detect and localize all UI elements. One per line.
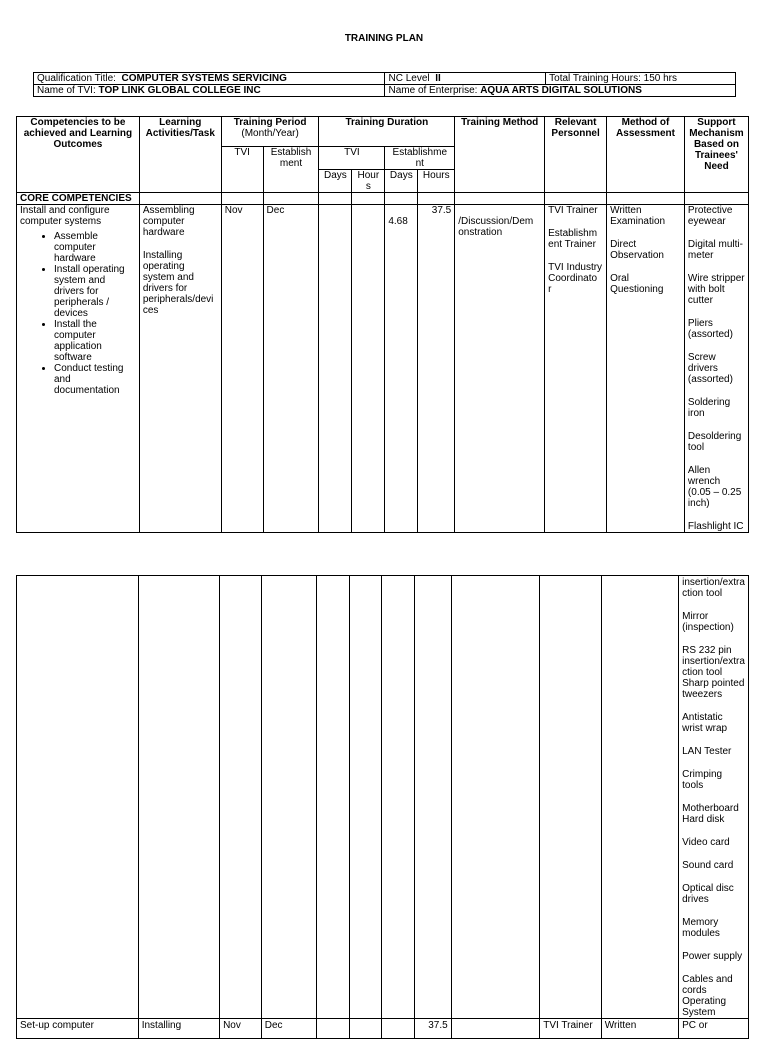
- method-cell: [455, 205, 545, 533]
- est-hours-cell: 37.5: [414, 1019, 451, 1039]
- enterprise-name-value: AQUA ARTS DIGITAL SOLUTIONS: [480, 85, 642, 96]
- support-item: Pliers (assorted): [687, 318, 733, 340]
- support-item: Flashlight IC: [687, 521, 744, 532]
- support-item: Power supply: [682, 951, 743, 962]
- enterprise-name-cell: Name of Enterprise: AQUA ARTS DIGITAL SOLUTIONS: [385, 85, 736, 97]
- activities-cell: Installing: [138, 1019, 219, 1039]
- competency-cell: [17, 205, 140, 533]
- support-item: LAN Tester: [682, 746, 732, 757]
- core-competencies-label: CORE COMPETENCIES: [17, 193, 140, 205]
- header-est-hours: Hours: [418, 170, 455, 193]
- support-item: Crimping tools: [682, 769, 723, 791]
- assessment-item: Written Examination: [610, 205, 666, 227]
- period-tvi-cell: Nov: [221, 205, 263, 533]
- period-tvi-cell: Nov: [220, 1019, 262, 1039]
- support-item: Screw drivers (assorted): [687, 352, 733, 385]
- header-support: Support Mechanism Based on Trainees' Need: [684, 117, 748, 193]
- support-item: Allen wrench (0.05 – 0.25 inch): [687, 465, 742, 509]
- competency-title: Install and configure computer systems: [20, 205, 110, 227]
- support-cell-continued: [679, 576, 749, 1019]
- support-item: Digital multi-meter: [687, 239, 743, 261]
- support-item: RS 232 pin insertion/extra ction tool Sharp pointed tweezers: [682, 645, 745, 700]
- header-est-days: Days: [385, 170, 418, 193]
- support-item: Antistatic wrist wrap: [682, 712, 728, 734]
- list-item: • Install operating system and drivers for peripherals / devices: [54, 264, 136, 319]
- page-title: TRAINING PLAN: [344, 33, 424, 44]
- activity-item: Assembling computer hardware: [142, 205, 195, 238]
- assessment-cell: Written: [601, 1019, 678, 1039]
- method-value: /Discussion/Dem onstration: [458, 216, 534, 238]
- est-hours-cell: 37.5: [418, 205, 455, 533]
- list-item: • Assemble computer hardware: [54, 231, 136, 264]
- header-tvi-hours: Hour s: [352, 170, 385, 193]
- personnel-item: TVI Trainer: [548, 205, 598, 216]
- header-duration-establishment: Establishme nt: [385, 147, 455, 170]
- activities-cell: [139, 205, 221, 533]
- header-relevant-personnel: Relevant Personnel: [545, 117, 607, 193]
- header-training-duration: Training Duration: [319, 117, 455, 147]
- est-days-value: 4.68: [388, 216, 408, 227]
- assessment-item: Oral Questioning: [610, 273, 664, 295]
- tvi-name-value: TOP LINK GLOBAL COLLEGE INC: [98, 85, 261, 96]
- support-item: Wire stripper with bolt cutter: [687, 273, 745, 306]
- personnel-cell: TVI Trainer: [540, 1019, 602, 1039]
- list-item: • Install the computer application software: [54, 319, 136, 363]
- personnel-cell: [545, 205, 607, 533]
- header-training-method: Training Method: [455, 117, 545, 193]
- activity-item: Installing operating system and drivers for peripherals/devi ces: [142, 250, 214, 316]
- header-period-tvi: TVI: [221, 147, 263, 193]
- nc-level-cell: NC Level II: [385, 73, 546, 85]
- qualification-title-value: COMPUTER SYSTEMS SERVICING: [121, 73, 287, 84]
- support-item: Mirror (inspection): [682, 611, 734, 633]
- personnel-item: Establishm ent Trainer: [548, 228, 598, 250]
- support-item: Optical disc drives: [682, 883, 734, 905]
- total-hours-cell: Total Training Hours: 150 hrs: [546, 73, 736, 85]
- assessment-cell: [607, 205, 685, 533]
- support-item: insertion/extra ction tool: [682, 577, 745, 599]
- header-activities: Learning Activities/Task: [139, 117, 221, 193]
- period-est-cell: Dec: [263, 205, 319, 533]
- assessment-item: Direct Observation: [610, 239, 664, 261]
- support-item: Motherboard Hard disk: [682, 803, 739, 825]
- header-assessment: Method of Assessment: [607, 117, 685, 193]
- header-tvi-days: Days: [319, 170, 352, 193]
- qualification-info-table: [33, 72, 736, 97]
- support-item: Memory modules: [682, 917, 720, 939]
- nc-level-value: II: [435, 73, 441, 84]
- support-item: Desoldering tool: [687, 431, 742, 453]
- tvi-name-cell: Name of TVI: TOP LINK GLOBAL COLLEGE INC: [34, 85, 385, 97]
- personnel-item: TVI Industry Coordinato r: [548, 262, 603, 295]
- support-item: Protective eyewear: [687, 205, 733, 227]
- support-cell: [684, 205, 748, 533]
- training-plan-table: [16, 116, 749, 533]
- period-est-cell: Dec: [261, 1019, 316, 1039]
- support-item: Sound card: [682, 860, 734, 871]
- support-cell: PC or: [679, 1019, 749, 1039]
- qualification-title-cell: Qualification Title: COMPUTER SYSTEMS SERVICING: [34, 73, 385, 85]
- header-competencies: Competencies to be achieved and Learning Outcomes: [17, 117, 140, 193]
- support-item: Soldering iron: [687, 397, 731, 419]
- est-days-cell: [385, 205, 418, 533]
- learning-outcomes-list: [20, 231, 136, 396]
- list-item: • Conduct testing and documentation: [54, 363, 136, 396]
- header-training-period: Training Period (Month/Year): [221, 117, 319, 147]
- header-period-establishment: Establish ment: [263, 147, 319, 193]
- support-item: Video card: [682, 837, 730, 848]
- header-duration-tvi: TVI: [319, 147, 385, 170]
- competency-cell: Set-up computer: [17, 1019, 139, 1039]
- support-item: Cables and cords Operating System: [682, 974, 733, 1018]
- training-plan-table-continued: [16, 575, 749, 1039]
